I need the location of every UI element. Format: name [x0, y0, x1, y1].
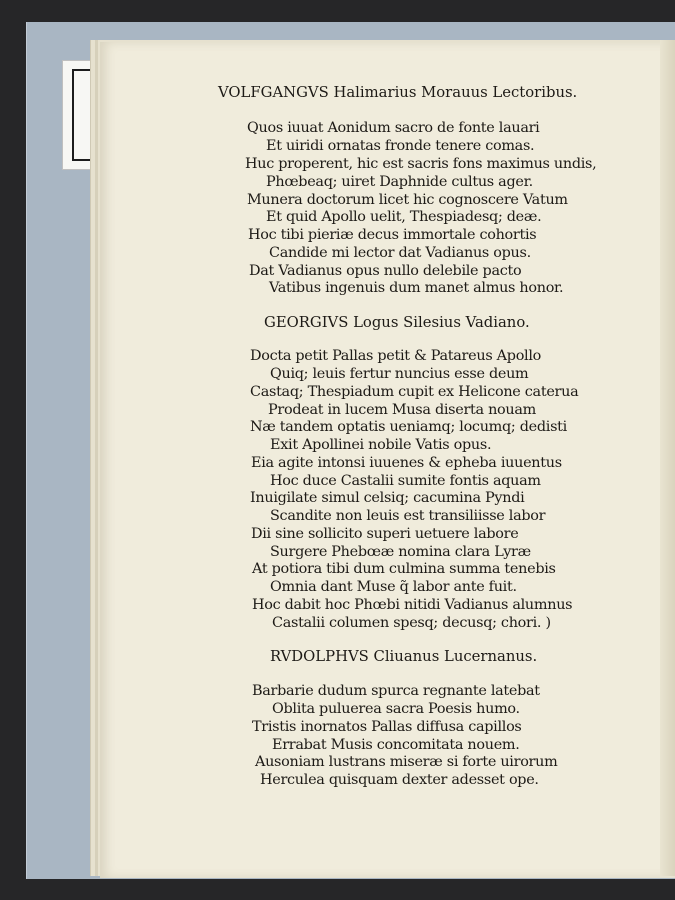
poem-line: Ausoniam lustrans miseræ si forte uirorum	[255, 754, 558, 770]
poem-line: Næ tandem optatis ueniamq; locumq; dedisti	[250, 419, 567, 435]
poem-line: Exit Apollinei nobile Vatis opus.	[270, 437, 492, 453]
poem-line: Hoc dabit hoc Phœbi nitidi Vadianus alumnus	[252, 597, 573, 613]
poem-line: Castaq; Thespiadum cupit ex Helicone cateruа	[250, 384, 579, 400]
poem-line: Prodeat in lucem Musa diserta nouam	[268, 402, 537, 418]
poem-line: Hoc tibi pieriæ decus immortale cohortis	[248, 227, 537, 243]
poem-line: Quos iuuat Aonidum sacro de fonte lauari	[247, 120, 540, 136]
poem-line: Huc properent, hic est sacris fons maximus undis,	[245, 156, 597, 172]
page-text	[100, 42, 675, 878]
poem-line: Vatibus ingenuis dum manet almus honor.	[269, 280, 564, 296]
poem-line: Surgere Phebœæ nomina clara Lyræ	[270, 544, 531, 560]
poem-line: Et quid Apollo uelit, Thespiadesq; deæ.	[266, 209, 542, 225]
poem-line: Eia agite intonsi iuuenes & epheba iuuentus	[251, 455, 562, 471]
poem-line: Dii sine sollicito superi uetuere labore	[251, 526, 519, 542]
poem-line: Candide mi lector dat Vadianus opus.	[269, 245, 531, 261]
poem-line: Hoc duce Castalii sumite fontis aquam	[270, 473, 541, 489]
poem-line: Et uiridi ornatas fronde tenere comas.	[266, 138, 535, 154]
poem-heading-1: VOLFGANGVS Halimarius Morauus Lectoribus.	[218, 84, 578, 101]
poem-heading-3: RVDOLPHVS Cliuanus Lucernanus.	[270, 648, 538, 665]
poem-line: Scandite non leuis est transiliisse labor	[270, 508, 546, 524]
poem-line: Omnia dant Muse q̃ labor ante fuit.	[270, 579, 517, 595]
poem-line: Herculea quisquam dexter adesset ope.	[260, 772, 539, 788]
poem-line: Castalii columen spesq; decusq; chori. )	[272, 615, 551, 631]
poem-line: Inuigilate simul celsiq; cacumina Pyndi	[250, 490, 525, 506]
poem-line: Quiq; leuis fertur nuncius esse deum	[270, 366, 529, 382]
poem-line: Oblita puluerea sacra Poesis humo.	[272, 701, 520, 717]
poem-line: Errabat Musis concomitata nouem.	[272, 737, 520, 753]
poem-line: Phœbeaq; uiret Daphnide cultus ager.	[266, 174, 533, 190]
poem-line: Munera doctorum licet hic cognoscere Vatum	[247, 192, 568, 208]
poem-line: At potiora tibi dum culmina summa tenebis	[252, 561, 556, 577]
poem-heading-2: GEORGIVS Logus Silesius Vadiano.	[264, 314, 530, 331]
poem-line: Tristis inornatos Pallas diffusa capillos	[252, 719, 522, 735]
poem-line: Docta petit Pallas petit & Patareus Apollo	[250, 348, 542, 364]
poem-line: Dat Vadianus opus nullo delebile pacto	[249, 263, 522, 279]
poem-line: Barbarie dudum spurca regnante latebat	[252, 683, 540, 699]
